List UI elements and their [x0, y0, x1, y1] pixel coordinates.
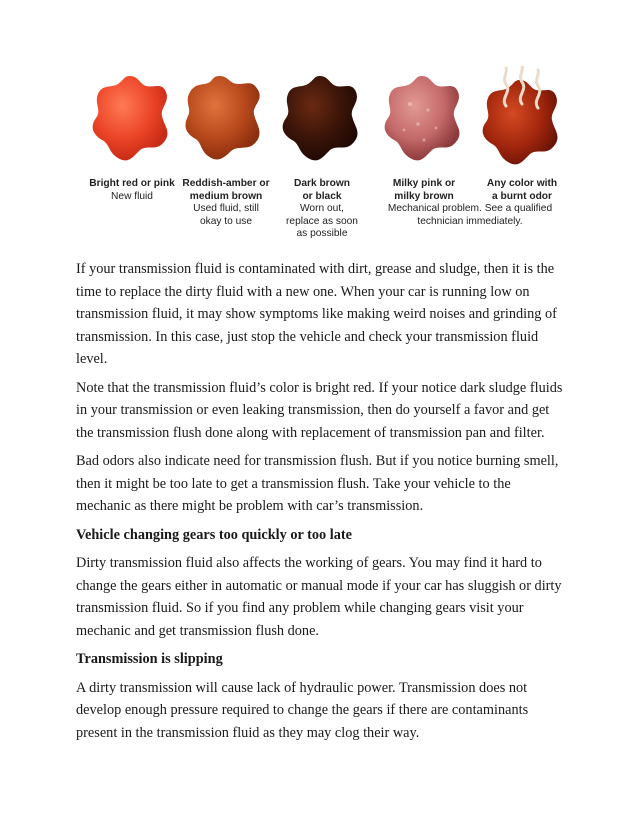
- sample-label: Milky pink or milky brown: [392, 178, 456, 202]
- fluid-drop-bright-red-icon: [88, 70, 172, 166]
- fluid-drop-reddish-amber-icon: [180, 70, 264, 166]
- sample-label: Dark brown or black: [293, 178, 351, 202]
- paragraph-fluid-color: Note that the transmission fluid’s color is bright red. If your notice dark sludge fluids in your transmission or even leaking transmission, then do yourself a favor and get the transmission flush done along with replacement of transmission pan and filter.: [76, 379, 563, 441]
- sample-label: Bright red or pink: [89, 178, 175, 189]
- sample-caption-dark-brown: [274, 178, 370, 241]
- sample-description: Mechanical problem. See a qualified technician immediately.: [387, 203, 553, 227]
- paragraph-gear-changes: Dirty transmission fluid also affects the working of gears. You may find it hard to change the gears either in automatic or manual mode if your car has sluggish or dirty transmission fluid. So if you find any problem while changing gears visit your mechanic and get transmission flush done.: [76, 555, 562, 639]
- paragraph-contaminated-fluid: If your transmission fluid is contaminated with dirt, grease and sludge, then it is the time to replace the dirty fluid with a new one. When your car is running low on transmission fluid, it may show symptoms like making weird noises and grinding of transmission. In this case, just stop the vehicle and check your transmission fluid level.: [76, 261, 557, 367]
- sample-caption-milky-pink: [376, 178, 472, 203]
- sample-label: Any color with a burnt odor: [486, 178, 558, 202]
- sample-caption-reddish-amber: [176, 178, 276, 228]
- paragraph-slipping: A dirty transmission will cause lack of hydraulic power. Transmission does not develop enough pressure required to change the gears if there are contaminants present in the transmission fluid as they may clog their way.: [76, 679, 529, 741]
- sample-description: New fluid: [111, 190, 153, 202]
- fluid-drop-milky-pink-icon: [380, 70, 464, 166]
- heading-gear-changes: Vehicle changing gears too quickly or too late: [76, 526, 353, 543]
- fluid-drop-dark-brown-icon: [278, 70, 362, 166]
- sample-description: Worn out, replace as soon as possible: [286, 203, 358, 239]
- heading-slipping: Transmission is slipping: [76, 651, 223, 667]
- article-body: [76, 258, 566, 750]
- paragraph-bad-odors: Bad odors also indicate need for transmission flush. But if you notice burning smell, then it might be too late to get a transmission flush. Take your vehicle to the mechanic as there might be problem with car’s transmission.: [76, 453, 559, 514]
- fluid-drop-burnt-odor-icon: [476, 66, 566, 170]
- sample-description: Used fluid, still okay to use: [193, 203, 259, 227]
- fluid-color-chart: [82, 66, 562, 246]
- sample-caption-burnt-odor: [474, 178, 570, 203]
- mechanical-problem-note: [378, 203, 562, 228]
- sample-label: Reddish-amber or medium brown: [182, 178, 270, 202]
- sample-caption-bright-red: [82, 178, 182, 203]
